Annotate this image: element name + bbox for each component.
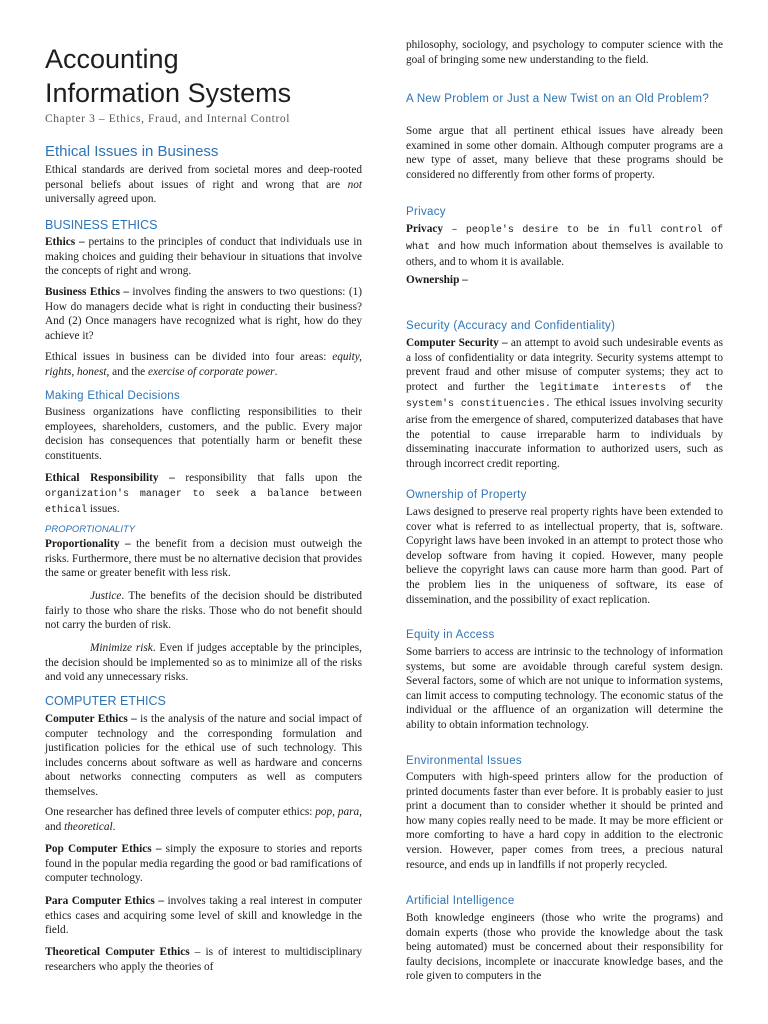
- paragraph-ethical-standards: Ethical standards are derived from societal mores and deep-rooted personal beliefs about issues of right and wrong that are not universally agreed upon.: [45, 164, 362, 206]
- paragraph-minimize-risk: Minimize risk. Even if judges acceptable by the principles, the decision should be implemented so as to minimize all of the risks and void any unnecessary risks.: [45, 642, 362, 684]
- paragraph-four-areas: Ethical issues in business can be divided into four areas: equity, rights, honest, and the exercise of corporate power.: [45, 351, 362, 378]
- paragraph-ethical-responsibility: Ethical Responsibility – responsibility that falls upon the organization's manager to seek a balance between ethical issues.: [45, 472, 362, 517]
- heading-environmental: Environmental Issues: [406, 755, 522, 767]
- paragraph-computer-ethics: Computer Ethics – is the analysis of the nature and social impact of computer technology and the corresponding formulation and justification policies for the ethical use of such technology. This includes concerns about software as well as hardware and concerns about networks connecting computers as well as computers themselves.: [45, 713, 362, 798]
- heading-proportionality: PROPORTIONALITY: [45, 524, 136, 535]
- title-line-1: Accounting: [45, 44, 179, 74]
- chapter-subtitle: Chapter 3 – Ethics, Fraud, and Internal Control: [45, 113, 291, 125]
- paragraph-equity-access: Some barriers to access are intrinsic to the technology of information systems, but some are avoidable through careful system design. Several factors, some of which are not unique to information systems, can limit access to computing technology. The economic status of the individual or the affluence of an organization will determine the ability to obtain information technology.: [406, 646, 723, 731]
- heading-privacy: Privacy: [406, 206, 446, 218]
- paragraph-proportionality: Proportionality – the benefit from a decision must outweigh the risks. Furthermore, there must be no alternative decision that provides the same or greater benefit with less risk.: [45, 538, 362, 580]
- title-line-2: Information Systems: [45, 78, 292, 108]
- heading-business-ethics: BUSINESS ETHICS: [45, 218, 158, 232]
- paragraph-theoretical-ethics: Theoretical Computer Ethics – is of interest to multidisciplinary researchers who apply the theories of: [45, 946, 362, 973]
- document-title: [45, 42, 291, 110]
- paragraph-ownership-property: Laws designed to preserve real property rights have been extended to cover what is referred to as intellectual property, that is, software. Copyright laws have been invoked in an attempt to protect those who develop software from having it copied. However, many people believe the copyright laws can cause more harm than good. Part of the problem lies in the uniqueness of software, its ease of dissemination, and the possibility of exact replication.: [406, 506, 723, 606]
- paragraph-new-problem: Some argue that all pertinent ethical issues have already been examined in some other domain. Although computer programs are a new type of asset, many believe that these programs should be considered no differently from other forms of property.: [406, 125, 723, 181]
- paragraph-computer-security: Computer Security – an attempt to avoid such undesirable events as a loss of confidentiality or data integrity. Security systems attempt to prevent fraud and other misuse of computer systems; they act to protect and further the legitimate interests of the system's constituencies. The ethical issues involving security arise from the emergence of shared, computerized databases that have the potential to cause irreparable harm to individuals by disseminating inaccurate information to authorized users, such as through incorrect credit reporting.: [406, 337, 724, 470]
- heading-ownership-property: Ownership of Property: [406, 489, 527, 501]
- paragraph-ethics-definition: Ethics – pertains to the principles of conduct that individuals use in making choices and guiding their behaviour in situations that involve the concepts of right and wrong.: [45, 236, 362, 278]
- paragraph-justice: Justice. The benefits of the decision should be distributed fairly to those who share the risks. Those who do not benefit should not carry the burden of risk.: [45, 590, 362, 632]
- paragraph-ownership: Ownership –: [406, 274, 468, 286]
- heading-equity-access: Equity in Access: [406, 629, 495, 641]
- heading-artificial-intelligence: Artificial Intelligence: [406, 895, 515, 907]
- paragraph-para-ethics: Para Computer Ethics – involves taking a real interest in computer ethics cases and acquiring some level of skill and knowledge in the field.: [45, 895, 362, 937]
- paragraph-continued: philosophy, sociology, and psychology to computer science with the goal of bringing some new understanding to the field.: [406, 39, 723, 66]
- heading-new-problem: A New Problem or Just a New Twist on an Old Problem?: [406, 93, 710, 105]
- paragraph-conflicting-responsibilities: Business organizations have conflicting responsibilities to their employees, shareholders, customers, and the public. Every major decision has consequences that potentially harm or benefit these constituents.: [45, 406, 362, 462]
- paragraph-privacy: Privacy – people's desire to be in full control of what and how much information about themselves is available to others, and to whom it is available.: [406, 223, 723, 269]
- paragraph-artificial-intelligence: Both knowledge engineers (those who write the programs) and domain experts (those who provide the knowledge about the task being automated) must be concerned about their responsibility for faulty decisions, incomplete or inaccurate knowledge bases, and the role given to computers in the: [406, 912, 723, 983]
- paragraph-pop-ethics: Pop Computer Ethics – simply the exposure to stories and reports found in the popular media regarding the good or bad ramifications of computer technology.: [45, 843, 362, 885]
- heading-making-decisions: Making Ethical Decisions: [45, 390, 181, 402]
- paragraph-business-ethics: Business Ethics – involves finding the answers to two questions: (1) How do managers decide what is right in conducting their business? And (2) Once managers have recognized what is right, how do they achieve it?: [45, 286, 362, 342]
- paragraph-three-levels: One researcher has defined three levels of computer ethics: pop, para, and theoretical.: [45, 806, 362, 833]
- heading-ethical-issues: Ethical Issues in Business: [45, 143, 219, 160]
- heading-security: Security (Accuracy and Confidentiality): [406, 320, 616, 332]
- heading-computer-ethics: COMPUTER ETHICS: [45, 694, 166, 708]
- paragraph-environmental: Computers with high-speed printers allow for the production of printed documents faster than ever before. It is probably easier to just print a document than to consider whether it should be printed and how many copies really need to be made. It may be more efficient or more comforting to have a hard copy in addition to the electronic version. However, paper comes from trees, a precious natural resource, and ends up in landfills if not properly recycled.: [406, 771, 723, 871]
